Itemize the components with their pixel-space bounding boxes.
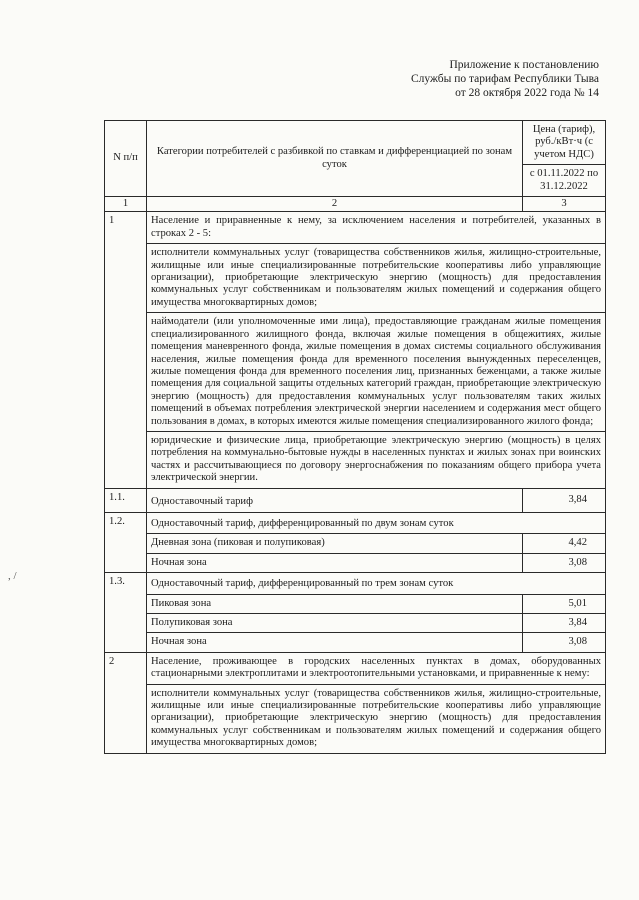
table-row-2 [105, 652, 606, 753]
header-line-appendix: Приложение к постановлению [449, 59, 599, 71]
table-row-1-1 [105, 488, 606, 512]
zone-row [105, 534, 606, 553]
header-line-date: от 28 октября 2022 года № 14 [455, 87, 599, 99]
tariff-label: Одноставочный тариф [147, 488, 523, 512]
header-category: Категории потребителей с разбивкой по ставкам и дифференциацией по зонам суток [147, 121, 523, 197]
table-row-1-3 [105, 573, 606, 594]
zone-label: Полупиковая зона [147, 614, 523, 633]
zone-label: Ночная зона [147, 633, 523, 652]
zone-row [105, 614, 606, 633]
header-period: с 01.11.2022 по 31.12.2022 [523, 165, 606, 197]
zone-value: 3,08 [523, 553, 606, 572]
table-row-1-2 [105, 512, 606, 533]
tariff-value: 3,84 [523, 488, 606, 512]
row-number: 1.1. [105, 488, 147, 512]
zone-row [105, 594, 606, 613]
row-number: 1.2. [105, 512, 147, 572]
row-number: 2 [105, 652, 147, 753]
row-1-para: юридические и физические лица, приобретающие электрическую энергию (мощность) в целях потребления на коммунально-бытовые нужды в населенных пунктах и жилых зонах при воинских частях и рассчитывающиеся по договору энергоснабжения по показаниям общего прибора учета электрической энергии. [147, 431, 605, 488]
header-line-agency: Службы по тарифам Республики Тыва [410, 73, 599, 85]
row-number: 1.3. [105, 573, 147, 653]
row-number: 1 [105, 212, 147, 488]
zone-label: Пиковая зона [147, 594, 523, 613]
row-2-para: Население, проживающее в городских населенных пунктах в домах, оборудованных стационарными электроплитами и электроотопительными установками, и приравненные к нему: [151, 655, 601, 680]
table-header-row [105, 121, 606, 165]
margin-mark: , / [8, 570, 17, 582]
table-index-row [105, 197, 606, 212]
row-2-description [147, 652, 606, 753]
zone-value: 4,42 [523, 534, 606, 553]
zone-row [105, 633, 606, 652]
row-1-para: наймодатели (или уполномоченные ими лица), предоставляющие гражданам жилые помещения специализированного жилищного фонда, включая жилые помещения в общежитиях, жилые помещения маневренного фонда, жилые помещения в домах системы социального обслуживания населения, жилые помещения фонда для временного поселения вынужденных переселенцев, жилые помещения фонда для временного поселения лиц, признанных беженцами, а также жилые помещения для социальной защиты отдельных категорий граждан, приобретающие электрическую энергию (мощность) для предоставления коммунальных услуг пользователям таких жилых помещений в объемах потребления электрической энергии населением и содержания мест общего пользования в домах, в которых имеются жилые помещения специализированного жилого фонда; [147, 312, 605, 431]
row-1-description [147, 212, 606, 488]
row-2-para: исполнители коммунальных услуг (товарищества собственников жилья, жилищно-строительные, жилищные или иные специализированные потребительские кооперативы либо управляющие организации), приобретающие электрическую энергию (мощность) для предоставления коммунальных услуг собственникам и пользователям жилых помещений и содержания общего имущества многоквартирных домов; [147, 684, 605, 753]
index-col-1: 1 [105, 197, 147, 212]
header-num: N п/п [105, 121, 147, 197]
zone-label: Ночная зона [147, 553, 523, 572]
table-row-1 [105, 212, 606, 488]
document-header [411, 58, 599, 100]
zone-label: Дневная зона (пиковая и полупиковая) [147, 534, 523, 553]
tariff-label: Одноставочный тариф, дифференцированный по трем зонам суток [147, 573, 606, 594]
zone-value: 3,08 [523, 633, 606, 652]
zone-value: 3,84 [523, 614, 606, 633]
tariff-label: Одноставочный тариф, дифференцированный по двум зонам суток [147, 512, 606, 533]
row-1-para: исполнители коммунальных услуг (товарищества собственников жилья, жилищно-строительные, жилищные или иные специализированные потребительские кооперативы либо управляющие организации), приобретающие электрическую энергию (мощность) для предоставления коммунальных услуг собственникам и пользователям жилых помещений и содержания общего имущества многоквартирных домов; [147, 243, 605, 312]
index-col-3: 3 [523, 197, 606, 212]
tariff-table [104, 120, 606, 754]
index-col-2: 2 [147, 197, 523, 212]
zone-row [105, 553, 606, 572]
header-price: Цена (тариф), руб./кВт·ч (с учетом НДС) [523, 121, 606, 165]
row-1-para: Население и приравненные к нему, за исключением населения и потребителей, указанных в строках 2 - 5: [151, 215, 601, 239]
zone-value: 5,01 [523, 594, 606, 613]
